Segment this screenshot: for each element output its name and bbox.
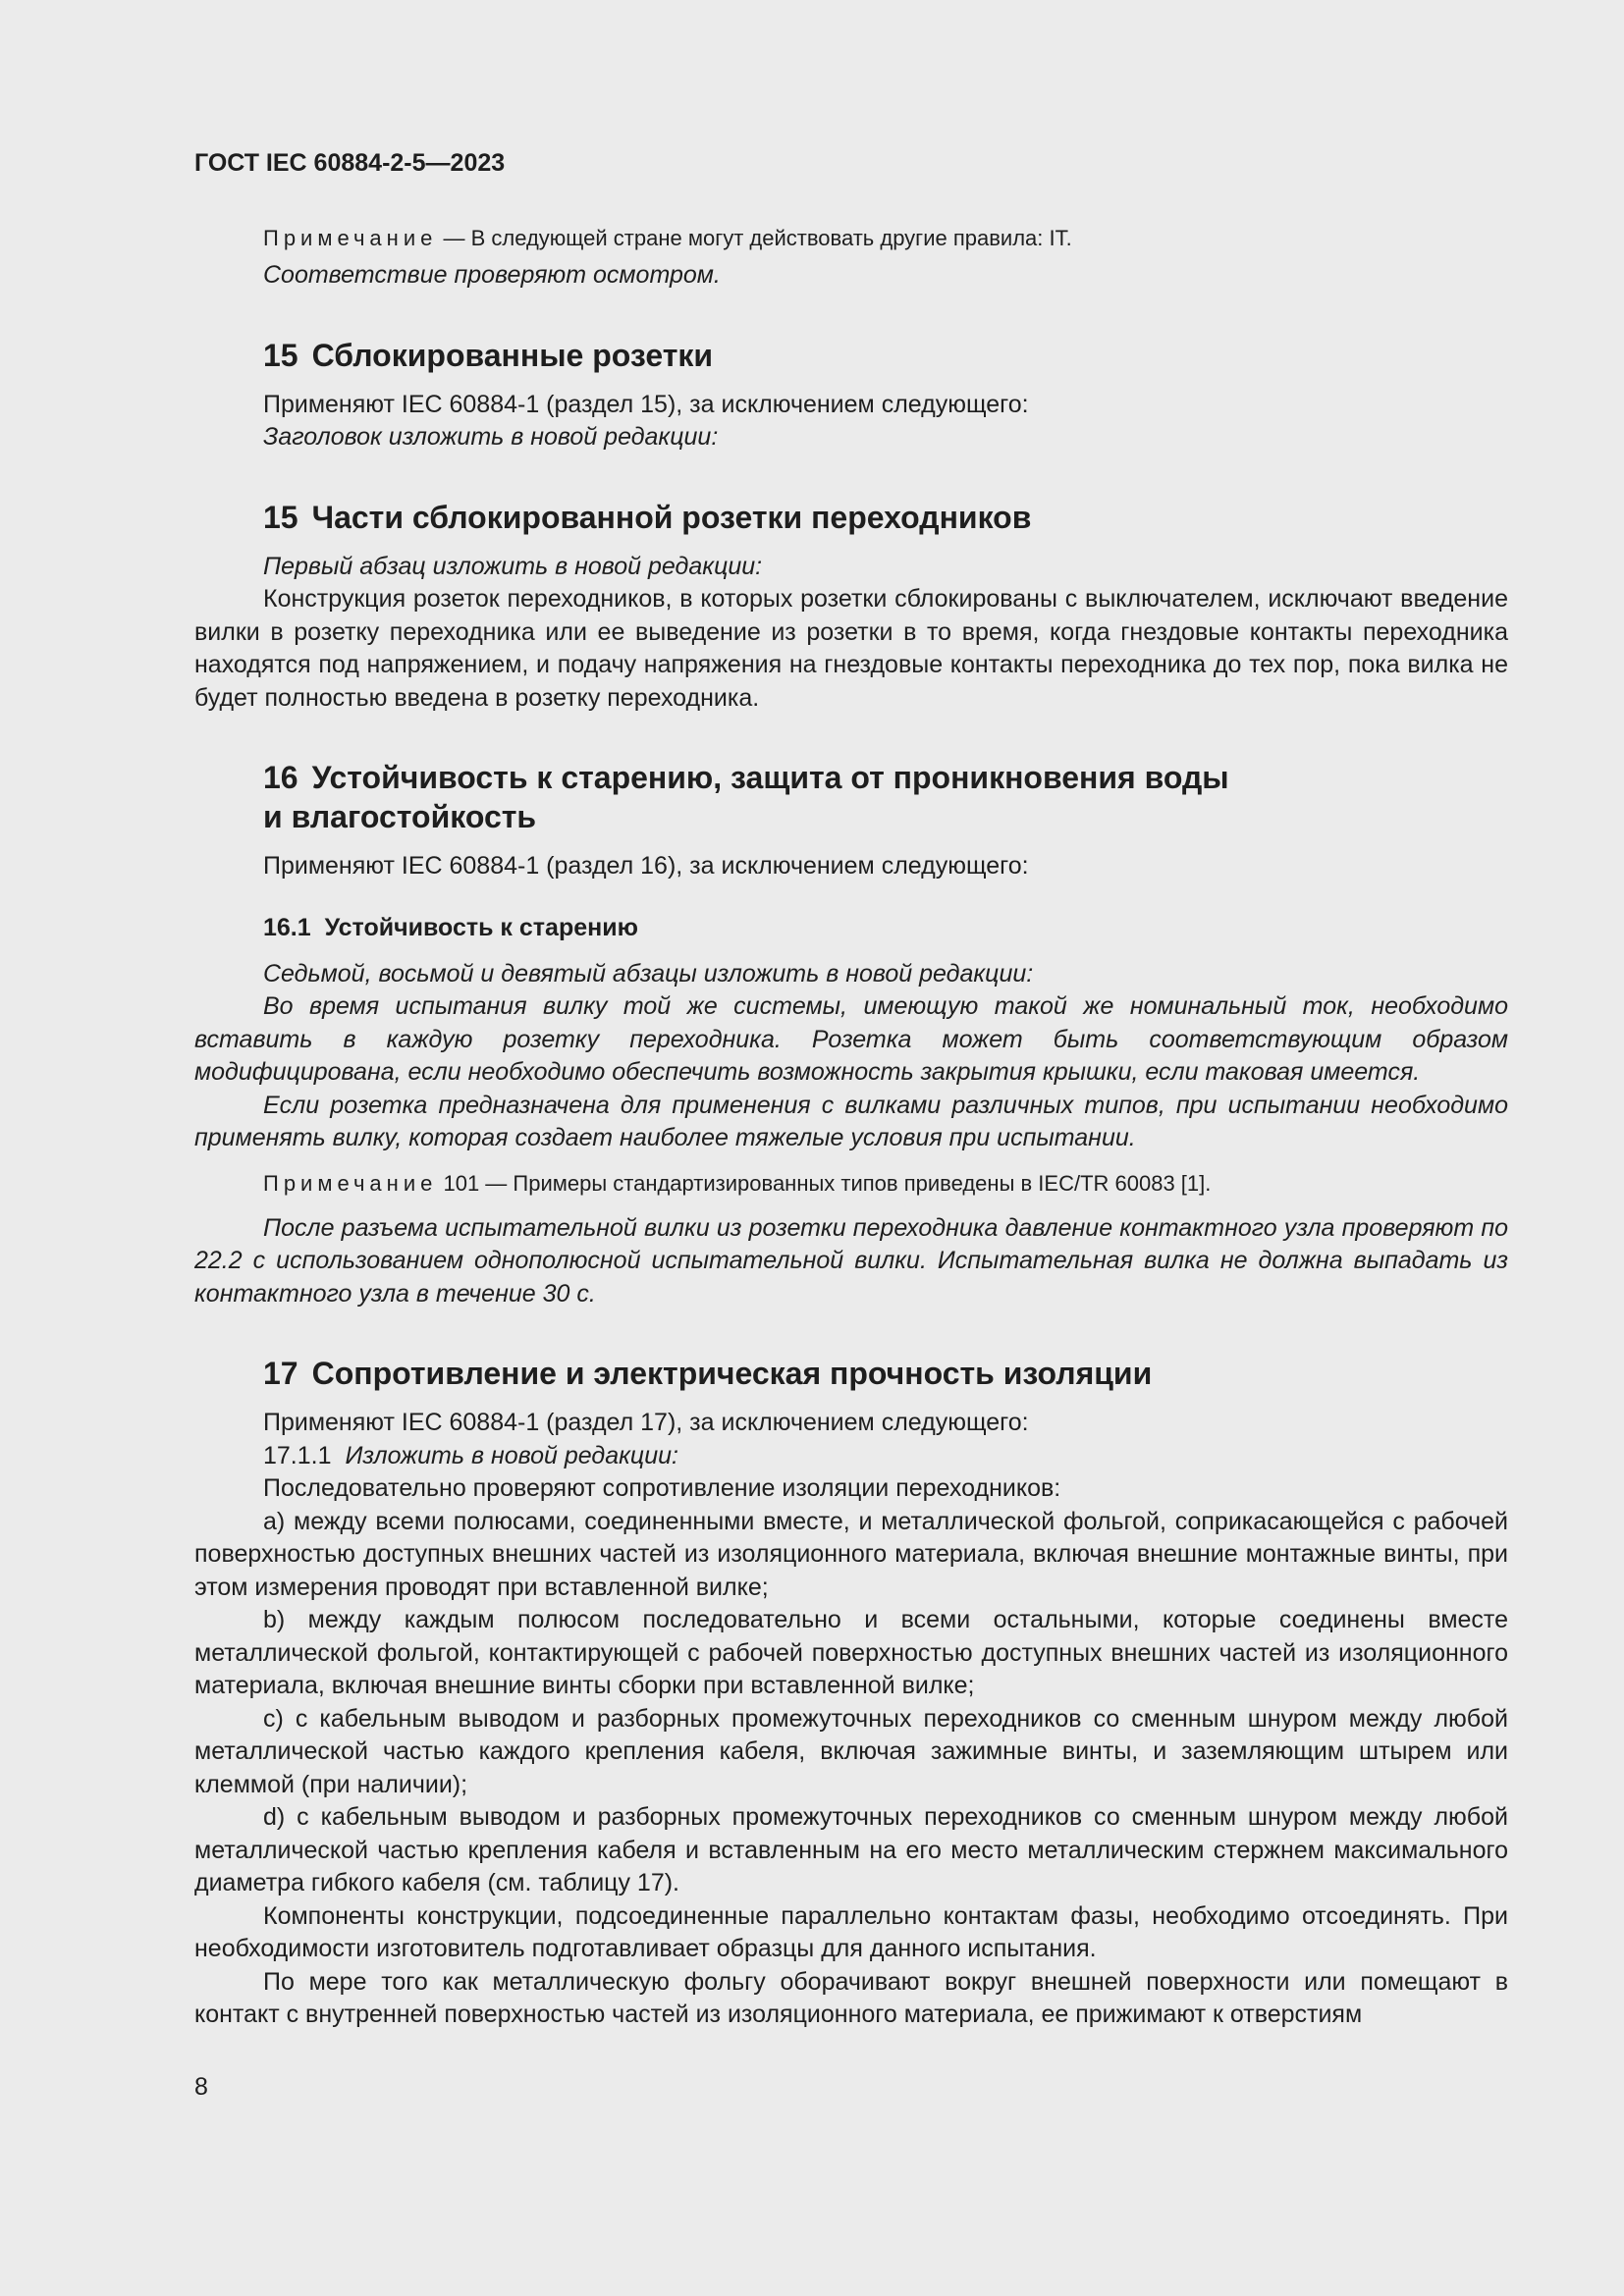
instruction-text: Седьмой, восьмой и девятый абзацы изложить в новой редакции:	[263, 959, 1034, 988]
paragraph: Конструкция розеток переходников, в которых розетки сблокированы с выключателем, исключают введение вилки в розетку переходника или ее выведение из розетки в то время, когда гнездовые контакты переходника находятся под напряжением, и подачу напряжения на гнездовые контакты переходника до тех пор, пока вилка не будет полностью введена в розетку переходника.	[194, 585, 1508, 712]
section-heading: 16 Устойчивость к старению, защита от проникновения воды и влагостойкость	[263, 760, 1229, 834]
conformity-text: Соответствие проверяют осмотром.	[263, 261, 721, 289]
note-text: — В следующей стране могут действовать другие правила: IT.	[443, 226, 1072, 250]
note-label: Примечание	[263, 1170, 438, 1196]
instruction-text: Заголовок изложить в новой редакции:	[263, 423, 719, 451]
apply-text: Применяют IEC 60884-1 (раздел 17), за исключением следующего:	[263, 1409, 1029, 1436]
list-item: c) с кабельным выводом и разборных промежуточных переходников со сменным шнуром между любой металлической частью каждого крепления кабеля, включая зажимные винты, и заземляющим штырем или клеммой (при наличии);	[194, 1704, 1508, 1798]
note	[194, 224, 1508, 253]
page-number: 8	[194, 2073, 208, 2101]
paragraph: После разъема испытательной вилки из розетки переходника давление контактного узла проверяют по 22.2 с использованием однополюсной испытательной вилки. Испытательная вилка не должна выпадать из контактного узла в течение 30 с.	[194, 1213, 1508, 1308]
intro-text: Последовательно проверяют сопротивление изоляции переходников:	[263, 1474, 1061, 1502]
note-text: 101 — Примеры стандартизированных типов приведены в IEC/TR 60083 [1].	[443, 1170, 1212, 1196]
paragraph: Если розетка предназначена для применения с вилками различных типов, при испытании необходимо применять вилку, которая создает наиболее тяжелые условия при испытании.	[194, 1091, 1508, 1151]
section-heading: 15 Части сблокированной розетки переходников	[263, 499, 1032, 535]
paragraph: Компоненты конструкции, подсоединенные параллельно контактам фазы, необходимо отсоединять. При необходимости изготовитель подготавливает образцы для данного испытания.	[194, 1901, 1508, 1962]
list-item: а) между всеми полюсами, соединенными вместе, и металлической фольгой, соприкасающейся с рабочей поверхностью доступных внешних частей из изоляционного материала, включая внешние монтажные винты, при этом измерения проводят при вставленной вилке;	[194, 1507, 1508, 1601]
paragraph: Во время испытания вилку той же системы, имеющую такой же номинальный ток, необходимо вставить в каждую розетку переходника. Розетка может быть соответствующим образом модифицирована, если необходимо обеспечить возможность закрытия крышки, если таковая имеется.	[194, 992, 1508, 1086]
clause-line: 17.1.1 Изложить в новой редакции:	[263, 1441, 678, 1469]
section-heading: 17 Сопротивление и электрическая прочность изоляции	[263, 1356, 1153, 1391]
document-code-header: ГОСТ IEC 60884-2-5—2023	[194, 149, 506, 177]
note	[194, 1169, 1508, 1199]
list-item: b) между каждым полюсом последовательно и всеми остальными, которые соединены вместе металлической фольгой, контактирующей с рабочей поверхностью доступных внешних частей из изоляционного материала, включая внешние винты сборки при вставленной вилке;	[194, 1606, 1508, 1699]
note-label: Примечание	[263, 226, 438, 250]
instruction-text: Первый абзац изложить в новой редакции:	[263, 552, 763, 580]
section-heading: 15 Сблокированные розетки	[263, 337, 714, 373]
document-body	[194, 224, 1508, 2032]
apply-text: Применяют IEC 60884-1 (раздел 15), за исключением следующего:	[263, 390, 1029, 418]
list-item: d) с кабельным выводом и разборных промежуточных переходников со сменным шнуром между любой металлической частью крепления кабеля и вставленным на его место металлическим стержнем максимального диаметра гибкого кабеля (см. таблицу 17).	[194, 1803, 1508, 1896]
subsection-heading: 16.1 Устойчивость к старению	[263, 913, 638, 941]
apply-text: Применяют IEC 60884-1 (раздел 16), за исключением следующего:	[263, 852, 1029, 880]
paragraph: По мере того как металлическую фольгу оборачивают вокруг внешней поверхности или помещают в контакт с внутренней поверхностью частей из изоляционного материала, ее прижимают к отверстиям	[194, 1967, 1508, 2028]
